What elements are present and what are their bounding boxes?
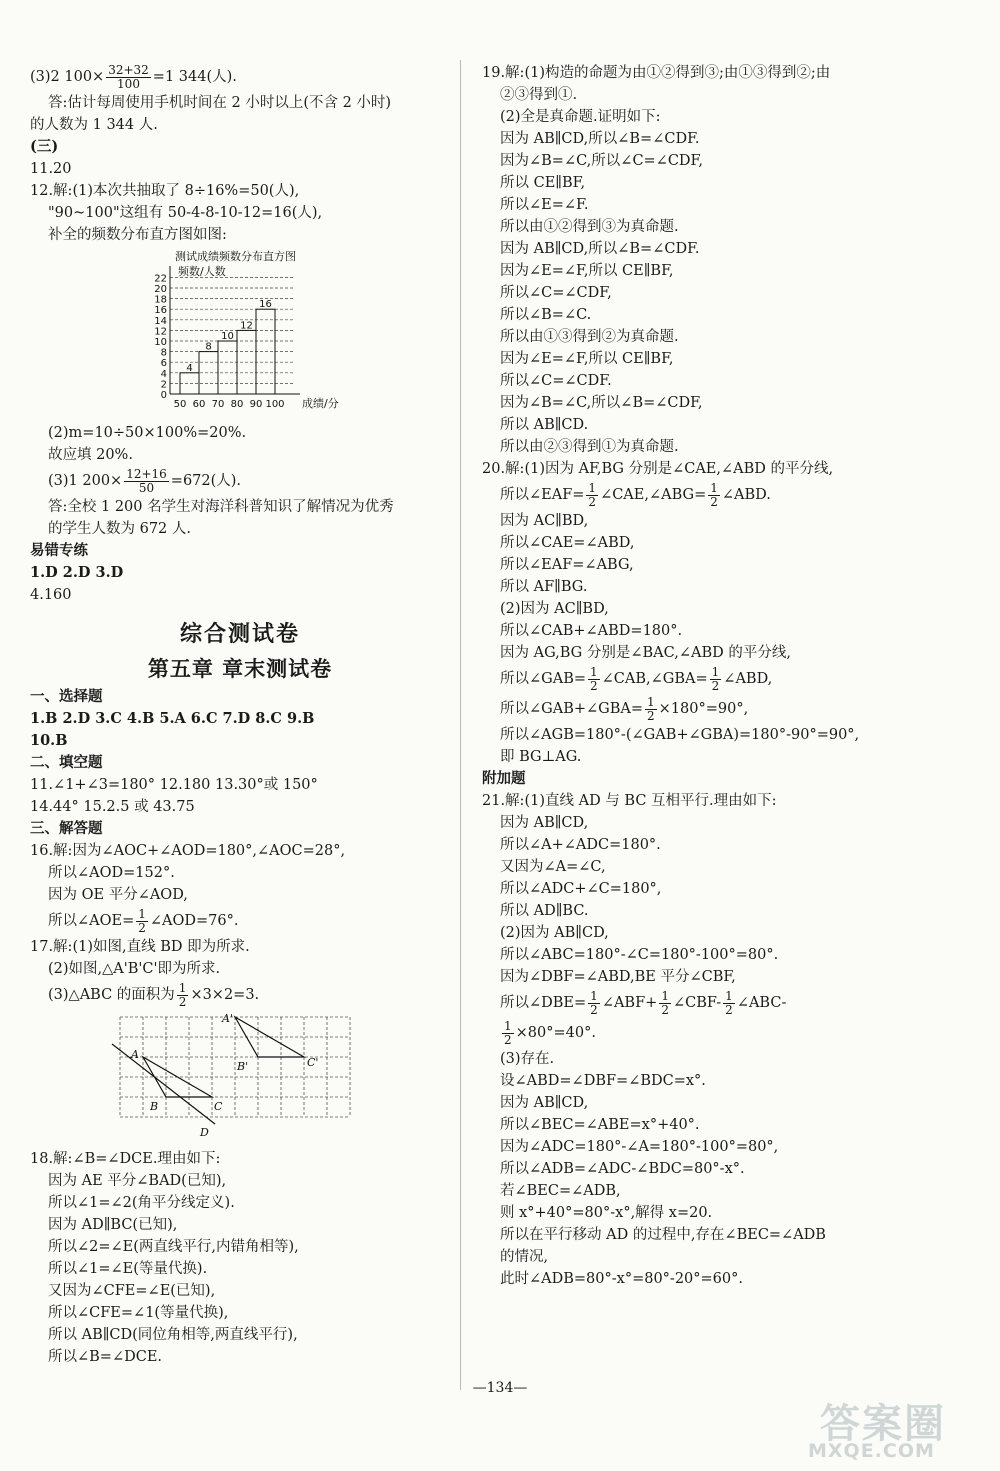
numerator: 32+32	[108, 62, 149, 77]
text: ×180°=90°,	[658, 701, 749, 717]
answer-line: ②③得到①.	[500, 87, 578, 103]
numerator: 1	[590, 988, 598, 1003]
label-a: A	[131, 1048, 139, 1061]
answer-line: 因为 AB∥CD,所以∠B=∠CDF.	[500, 131, 700, 147]
answer-line: 所以由①③得到②为真命题.	[500, 329, 679, 345]
answer-line: 因为∠ADC=180°-∠A=180°-100°=80°,	[500, 1139, 779, 1155]
fraction	[645, 696, 657, 723]
numerator: 1	[725, 988, 733, 1003]
y-tick-label: 14	[154, 315, 167, 327]
fraction	[659, 990, 671, 1017]
answer-line: 所以∠AOD=152°.	[48, 865, 175, 881]
fraction	[708, 482, 720, 509]
watermark-logo: 答案圈	[820, 1401, 946, 1447]
answer-line: 因为 AB∥CD,所以∠B=∠CDF.	[500, 241, 700, 257]
denominator: 2	[178, 994, 187, 1009]
answer-line: 10.B	[30, 732, 68, 749]
answer-line: (2)m=10÷50×100%=20%.	[48, 425, 247, 441]
answer-line: 12.解:(1)本次共抽取了 8÷16%=50(人),	[30, 183, 300, 199]
y-tick-label: 0	[160, 390, 167, 401]
denominator: 50	[138, 480, 155, 495]
x-tick-label: 90	[249, 399, 263, 410]
chart-title: 测试成绩频数分布直方图	[175, 250, 296, 263]
section-title: 综合测试卷	[179, 622, 300, 647]
left-column	[30, 62, 450, 1368]
answer-line: 所以 AB∥CD.	[500, 417, 589, 433]
right-column	[482, 62, 962, 1290]
chapter-title: 第五章 章末测试卷	[147, 657, 333, 681]
x-tick-label: 70	[211, 399, 225, 410]
answer-line: 所以∠CFE=∠1(等量代换),	[48, 1305, 229, 1321]
answer-line: 所以 CE∥BF,	[500, 175, 586, 191]
grid-figure	[30, 1012, 450, 1146]
answer-line: 4.160	[30, 587, 72, 603]
answer-line: 因为∠DBF=∠ABD,BE 平分∠CBF,	[500, 969, 736, 985]
answer-line: 1.D 2.D 3.D	[30, 564, 124, 581]
answer-line: 的学生人数为 672 人.	[48, 521, 192, 537]
text: ×3×2=3.	[190, 987, 260, 1003]
answer-line: 所以 AF∥BG.	[500, 579, 588, 595]
answer-line: 答:全校 1 200 名学生对海洋科普知识了解情况为优秀	[48, 499, 394, 515]
text: ∠CAB,∠GBA=	[601, 671, 708, 687]
answer-line: 所以∠AGB=180°-(∠GAB+∠GBA)=180°-90°=90°,	[500, 727, 860, 743]
answer-line: 所以∠1=∠E(等量代换).	[48, 1261, 208, 1277]
answer-line: 设∠ABD=∠DBF=∠BDC=x°.	[500, 1073, 706, 1089]
bar-value-label: 10	[221, 331, 234, 342]
text: ∠AOD=76°.	[149, 913, 239, 929]
histogram-chart	[30, 248, 339, 416]
answer-line: 所以在平行移动 AD 的过程中,存在∠BEC=∠ADB	[500, 1227, 826, 1243]
answer-line: 所以由①②得到③为真命题.	[500, 219, 679, 235]
answer-line	[30, 466, 450, 496]
answer-line: 因为 AC∥BD,	[500, 513, 589, 529]
answer-line: 的人数为 1 344 人.	[30, 117, 158, 133]
answer-line: 因为 AB∥CD,	[500, 1095, 589, 1111]
answer-line: 因为 AD∥BC(已知),	[48, 1217, 178, 1233]
text: 所以∠AOE=	[48, 913, 135, 929]
answer-line: 14.44° 15.2.5 或 43.75	[30, 799, 195, 815]
label-c: C	[214, 1100, 223, 1113]
answer-line: 所以∠CAB+∠ABD=180°.	[500, 623, 683, 639]
y-axis-label: 频数/人数	[178, 265, 226, 278]
y-tick-label: 4	[160, 368, 167, 380]
answer-line: 所以∠EAF=∠ABG,	[500, 557, 634, 573]
answer-line: (2)全是真命题.证明如下:	[500, 109, 661, 125]
answer-line: 所以∠ADB=∠ADC-∠BDC=80°-x°.	[500, 1161, 745, 1177]
answer-line: 则 x°+40°=80°-x°,解得 x=20.	[500, 1205, 713, 1221]
answer-line: 所以∠BEC=∠ABE=x°+40°.	[500, 1117, 700, 1133]
denominator: 2	[504, 1032, 512, 1047]
numerator: 1	[588, 480, 597, 495]
y-tick-label: 10	[154, 337, 167, 348]
denominator: 2	[138, 920, 146, 935]
numerator: 1	[647, 694, 655, 709]
numerator: 1	[711, 664, 720, 679]
denominator: 2	[590, 1002, 598, 1017]
answer-line: 即 BG⊥AG.	[500, 749, 582, 765]
label-b-prime: B'	[237, 1060, 249, 1073]
numerator: 12+16	[126, 466, 167, 481]
answer-line: 21.解:(1)直线 AD 与 BC 互相平行.理由如下:	[482, 793, 777, 809]
fraction	[588, 990, 600, 1017]
label-b: B	[150, 1100, 159, 1113]
text: =672(人).	[170, 473, 242, 489]
answer-line: 补全的频数分布直方图如图:	[48, 227, 227, 243]
denominator: 2	[661, 1002, 669, 1017]
y-tick-label: 20	[154, 284, 167, 295]
denominator: 2	[588, 494, 597, 509]
y-tick-label: 22	[154, 273, 167, 285]
y-tick-label: 6	[160, 358, 167, 370]
bar-value-label: 8	[205, 341, 212, 353]
page-number: —134—	[472, 1380, 528, 1396]
answer-line: 答:估计每周使用手机时间在 2 小时以上(不含 2 小时)	[48, 95, 392, 111]
denominator: 2	[711, 678, 720, 693]
fraction	[588, 666, 600, 693]
answer-line: 所以∠B=∠DCE.	[48, 1349, 163, 1365]
fraction	[586, 482, 598, 509]
text: ×80°=40°.	[515, 1025, 596, 1041]
x-axis-label: 成绩/分	[302, 397, 339, 410]
text: (3)1 200×	[48, 473, 123, 489]
answer-line: (2)因为 AC∥BD,	[500, 601, 609, 617]
numerator: 1	[661, 988, 669, 1003]
answer-line: 所以∠2=∠E(两直线平行,内错角相等),	[48, 1239, 299, 1255]
fraction	[723, 990, 735, 1017]
fraction	[106, 64, 151, 91]
answer-line: 因为 AB∥CD,	[500, 815, 589, 831]
label-c-prime: C'	[307, 1056, 319, 1069]
answer-line: 又因为∠A=∠C,	[500, 859, 606, 875]
answer-line	[482, 480, 962, 510]
answer-line: (2)因为 AB∥CD,	[500, 925, 609, 941]
y-tick-label: 8	[160, 347, 167, 359]
text: 所以∠GAB=	[500, 671, 587, 687]
section-heading: (三)	[30, 138, 59, 155]
section-heading: 二、填空题	[30, 754, 103, 771]
text: ∠ABD.	[721, 487, 771, 503]
answer-line: 所以∠E=∠F.	[500, 197, 589, 213]
answer-line: 所以∠CAE=∠ABD,	[500, 535, 635, 551]
x-tick-label: 100	[265, 399, 285, 410]
answer-line: 所以由②③得到①为真命题.	[500, 439, 679, 455]
answer-line: 11.∠1+∠3=180° 12.180 13.30°或 150°	[30, 777, 318, 793]
answer-line: 若∠BEC=∠ADB,	[500, 1183, 621, 1199]
answer-line: 因为∠E=∠F,所以 CE∥BF,	[500, 351, 674, 367]
numerator: 1	[590, 664, 598, 679]
answer-line: 此时∠ADB=80°-x°=80°-20°=60°.	[500, 1271, 743, 1287]
answer-line: 因为∠B=∠C,所以∠B=∠CDF,	[500, 395, 703, 411]
answer-line: 所以 AB∥CD(同位角相等,两直线平行),	[48, 1327, 298, 1343]
y-tick-label: 12	[154, 326, 167, 338]
text: 所以∠EAF=	[500, 487, 585, 503]
text: ∠ABF+	[601, 995, 658, 1011]
fraction	[710, 666, 722, 693]
line-bd	[112, 1044, 215, 1124]
text: (3)2 100×	[30, 69, 105, 85]
numerator: 1	[504, 1018, 512, 1033]
answer-line: 所以∠C=∠CDF,	[500, 285, 612, 301]
denominator: 2	[647, 708, 655, 723]
answer-line: 所以 AD∥BC.	[500, 903, 589, 919]
label-a-prime: A'	[222, 1012, 233, 1025]
bar-value-label: 12	[240, 320, 253, 332]
fraction	[502, 1020, 514, 1047]
histogram-bar	[218, 341, 237, 394]
answer-line: "90~100"这组有 50-4-8-10-12=16(人),	[48, 205, 323, 221]
text: =1 344(人).	[152, 69, 237, 85]
answer-line: 又因为∠CFE=∠E(已知),	[48, 1283, 216, 1299]
answer-line: 1.B 2.D 3.C 4.B 5.A 6.C 7.D 8.C 9.B	[30, 710, 315, 727]
fraction	[124, 468, 169, 495]
x-tick-label: 60	[192, 399, 206, 410]
text: ∠CBF-	[672, 995, 722, 1011]
section-heading: 附加题	[482, 770, 526, 787]
numerator: 1	[138, 906, 146, 921]
answer-line	[30, 906, 450, 936]
section-heading: 三、解答题	[30, 820, 103, 837]
histogram-figure	[30, 248, 450, 420]
label-d: D	[200, 1126, 209, 1139]
answer-line: 故应填 20%.	[48, 447, 133, 463]
answer-line: 所以∠ADC+∠C=180°,	[500, 881, 662, 897]
y-tick-label: 16	[154, 305, 167, 317]
y-tick-label: 18	[154, 294, 167, 306]
answer-line: 20.解:(1)因为 AF,BG 分别是∠CAE,∠ABD 的平分线,	[482, 461, 834, 477]
answer-line: (3)存在.	[500, 1051, 555, 1067]
x-tick-label: 80	[230, 399, 244, 410]
answer-line	[30, 980, 450, 1010]
answer-line: 16.解:因为∠AOC+∠AOD=180°,∠AOC=28°,	[30, 843, 346, 859]
answer-line: 所以∠C=∠CDF.	[500, 373, 612, 389]
answer-line: 17.解:(1)如图,直线 BD 即为所求.	[30, 939, 250, 955]
text: ∠ABC-	[736, 995, 787, 1011]
answer-line: 因为 OE 平分∠AOD,	[48, 887, 188, 903]
answer-line: 18.解:∠B=∠DCE.理由如下:	[30, 1151, 221, 1167]
fraction	[177, 982, 189, 1009]
section-heading: 一、选择题	[30, 688, 103, 705]
answer-line	[482, 664, 962, 694]
text: ∠ABD,	[723, 671, 773, 687]
answer-line: 因为 AE 平分∠BAD(已知),	[48, 1173, 227, 1189]
answer-line	[482, 694, 962, 724]
answer-line: 因为 AG,BG 分别是∠BAC,∠ABD 的平分线,	[500, 645, 791, 661]
denominator: 2	[710, 494, 718, 509]
x-tick-label: 50	[173, 399, 187, 410]
bar-value-label: 16	[259, 299, 272, 311]
answer-line: 所以∠A+∠ADC=180°.	[500, 837, 661, 853]
answer-line: 11.20	[30, 161, 72, 177]
text: ∠CAE,∠ABG=	[600, 487, 707, 503]
section-heading: 易错专练	[30, 542, 88, 559]
numerator: 1	[178, 980, 187, 995]
answer-line: 所以∠B=∠C.	[500, 307, 592, 323]
grid-triangle-diagram	[110, 1012, 360, 1142]
answer-line: 因为∠B=∠C,所以∠C=∠CDF,	[500, 153, 703, 169]
bar-value-label: 4	[186, 362, 193, 374]
text: (3)△ABC 的面积为	[48, 987, 175, 1003]
fraction	[136, 908, 148, 935]
answer-line: 因为∠E=∠F,所以 CE∥BF,	[500, 263, 674, 279]
answer-line: 的情况,	[500, 1249, 549, 1265]
y-tick-label: 2	[160, 379, 167, 391]
answer-line: 所以∠ABC=180°-∠C=180°-100°=80°.	[500, 947, 779, 963]
text: 所以∠GAB+∠GBA=	[500, 701, 644, 717]
denominator: 2	[590, 678, 598, 693]
text: 所以∠DBE=	[500, 995, 587, 1011]
answer-line	[482, 1018, 962, 1048]
answer-line	[482, 988, 962, 1018]
answer-line: 19.解:(1)构造的命题为由①②得到③;由①③得到②;由	[482, 65, 831, 81]
answer-line	[30, 62, 450, 92]
denominator: 2	[725, 1002, 733, 1017]
watermark	[800, 1392, 990, 1467]
column-divider	[460, 60, 461, 1390]
answer-line: (2)如图,△A'B'C'即为所求.	[48, 961, 221, 977]
watermark-url: MXQE.COM	[808, 1440, 935, 1462]
answer-line: 所以∠1=∠2(角平分线定义).	[48, 1195, 235, 1211]
denominator: 100	[117, 76, 140, 91]
numerator: 1	[710, 480, 718, 495]
